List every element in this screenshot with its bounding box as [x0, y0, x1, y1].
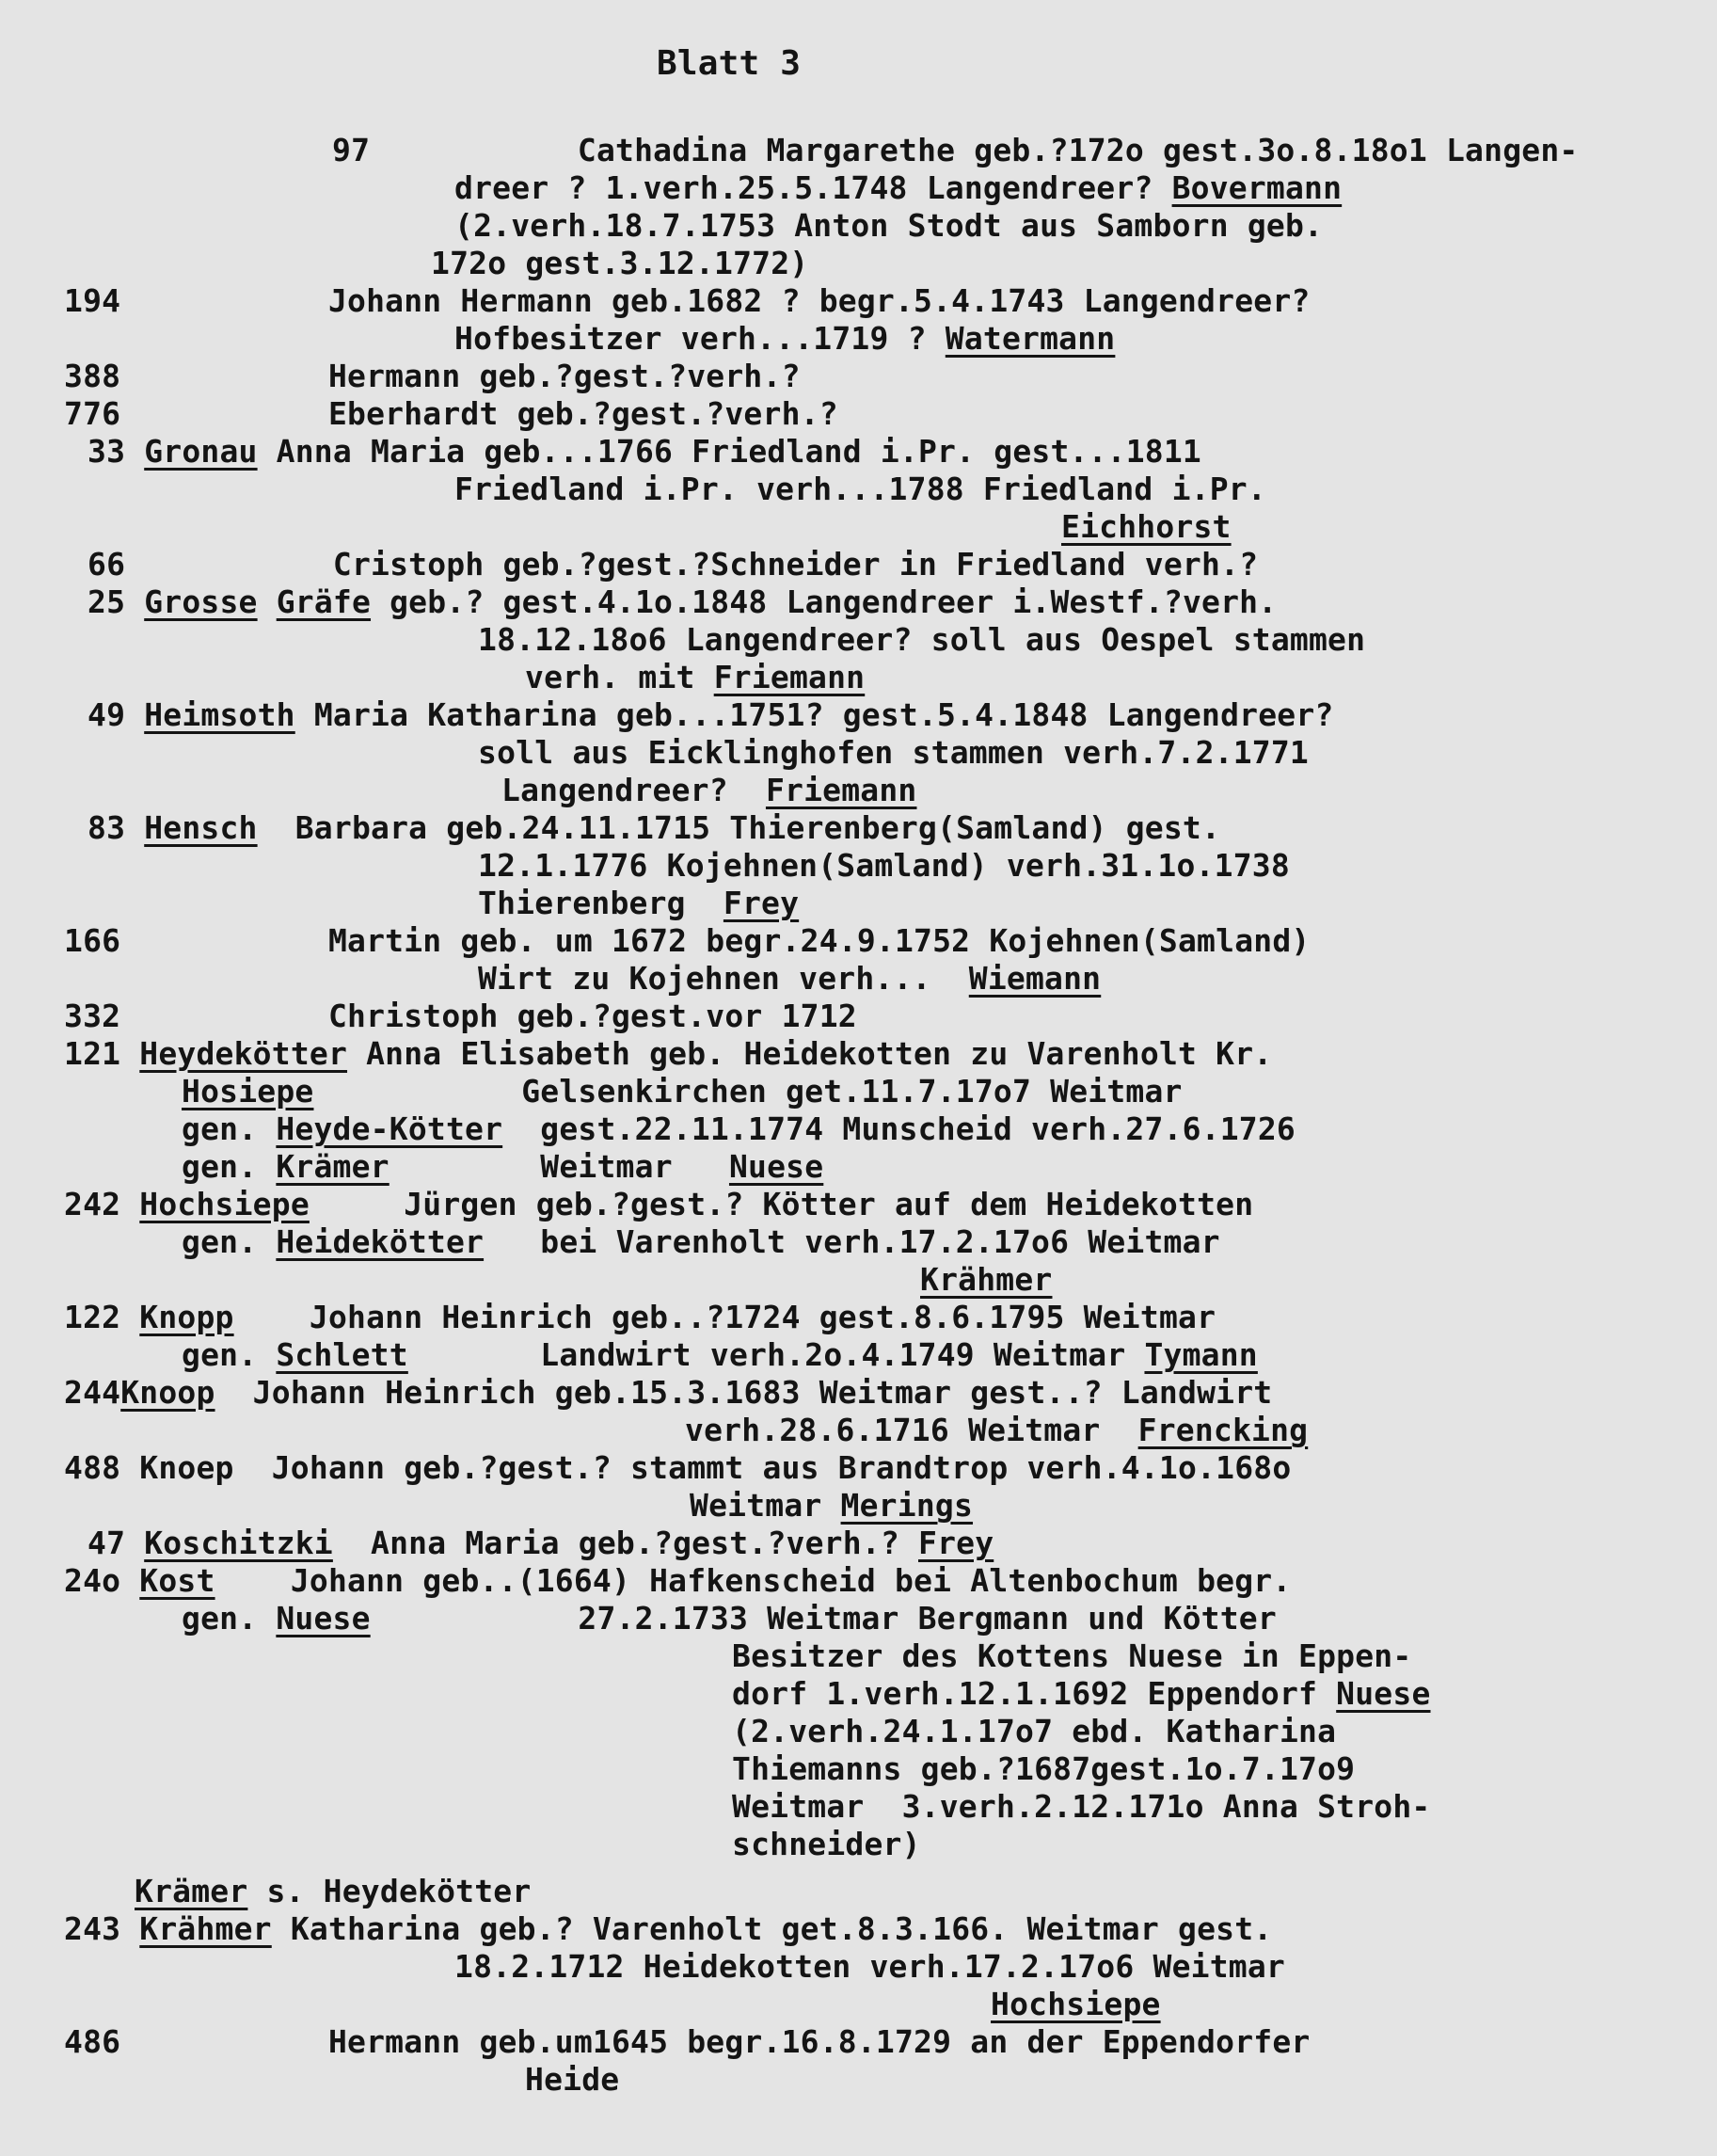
text-segment: verh.28.6.1716 Weitmar — [685, 1412, 1138, 1448]
underlined-surname: Kost — [139, 1562, 215, 1599]
text-segment: 12.1.1776 Kojehnen(Samland) verh.31.1o.1738 — [478, 847, 1290, 884]
text-segment: gen. — [182, 1600, 277, 1637]
text-line — [64, 1374, 1272, 1412]
text-line — [454, 1948, 1285, 1986]
text-segment: gen. — [182, 1148, 277, 1185]
underlined-surname: Frey — [723, 885, 800, 921]
text-segment — [258, 583, 277, 620]
text-line — [87, 546, 1258, 583]
text-line — [501, 772, 917, 809]
text-segment: schneider) — [732, 1826, 921, 1862]
text-line — [1061, 508, 1232, 546]
text-line — [64, 358, 801, 395]
text-segment: 83 — [87, 809, 145, 846]
text-line — [64, 1035, 1272, 1073]
underlined-surname: Grosse — [144, 583, 258, 620]
text-segment: 97 Cathadina Margarethe geb.?172o gest.3o.8.18o1 Langen- — [332, 132, 1579, 168]
text-segment: Friedland i.Pr. verh...1788 Friedland i.Pr. — [454, 471, 1266, 507]
text-segment: Maria Katharina geb...1751? gest.5.4.1848 Langendreer? — [294, 696, 1334, 733]
text-segment: Heide — [525, 2061, 620, 2098]
text-line — [182, 1073, 1183, 1110]
page-title: Blatt 3 — [657, 44, 802, 83]
underlined-surname: Friemann — [713, 659, 866, 695]
text-line — [64, 1562, 1291, 1600]
underlined-surname: Krähmer — [920, 1261, 1053, 1298]
underlined-surname: Hochsiepe — [991, 1986, 1161, 2022]
text-segment: dorf 1.verh.12.1.1692 Eppendorf — [732, 1675, 1337, 1712]
text-line — [690, 1487, 973, 1525]
text-line — [182, 1600, 1277, 1637]
text-line — [454, 207, 1323, 245]
underlined-surname: Wiemann — [968, 960, 1102, 997]
text-segment: 194 Johann Hermann geb.1682 ? begr.5.4.1743 Langendreer? — [64, 282, 1311, 319]
underlined-surname: Knoop — [120, 1374, 215, 1411]
text-segment: 166 Martin geb. um 1672 begr.24.9.1752 Kojehnen(Samland) — [64, 922, 1311, 959]
underlined-surname: Frencking — [1137, 1412, 1309, 1448]
text-line — [87, 1525, 994, 1562]
underlined-surname: Hochsiepe — [139, 1186, 310, 1222]
text-segment: 47 — [87, 1525, 145, 1561]
text-line — [64, 1449, 1291, 1487]
underlined-surname: Nuese — [728, 1148, 824, 1185]
text-segment: Thierenberg — [478, 885, 723, 921]
text-line — [454, 169, 1342, 207]
underlined-surname: Koschitzki — [144, 1525, 333, 1561]
text-line — [182, 1223, 1220, 1261]
underlined-surname: Heydekötter — [139, 1035, 348, 1072]
underlined-surname: Krämer — [135, 1873, 248, 1909]
text-line — [431, 245, 808, 282]
underlined-surname: Nuese — [276, 1600, 371, 1637]
text-segment: geb.? gest.4.1o.1848 Langendreer i.Westf.?verh. — [371, 583, 1278, 620]
text-line — [478, 734, 1309, 772]
underlined-surname: Frey — [918, 1525, 994, 1561]
text-segment: Weitmar — [690, 1487, 841, 1524]
text-line — [454, 471, 1266, 508]
text-line — [478, 847, 1290, 885]
text-segment: Weitmar — [389, 1148, 729, 1185]
text-line — [64, 2023, 1310, 2061]
text-segment: Gelsenkirchen get.11.7.17o7 Weitmar — [313, 1073, 1183, 1110]
text-segment: 242 — [64, 1186, 140, 1222]
text-segment: Anna Maria geb.?gest.?verh.? — [332, 1525, 918, 1561]
underlined-surname: Gronau — [144, 433, 258, 470]
text-line — [454, 320, 1115, 358]
text-line — [182, 1336, 1258, 1374]
text-segment: bei Varenholt verh.17.2.17o6 Weitmar — [484, 1223, 1220, 1260]
text-segment: Anna Elisabeth geb. Heidekotten zu Varenholt Kr. — [347, 1035, 1273, 1072]
text-segment: 332 Christoph geb.?gest.vor 1712 — [64, 998, 857, 1034]
text-segment: 776 Eberhardt geb.?gest.?verh.? — [64, 395, 838, 432]
underlined-surname: Knopp — [139, 1299, 234, 1335]
text-segment: 66 Cristoph geb.?gest.?Schneider in Friedland verh.? — [87, 546, 1259, 583]
text-segment: Anna Maria geb...1766 Friedland i.Pr. gest...1811 — [257, 433, 1201, 470]
text-line — [732, 1788, 1431, 1826]
text-segment: 486 Hermann geb.um1645 begr.16.8.1729 an der Eppendorfer — [64, 2023, 1311, 2060]
text-line — [87, 583, 1277, 621]
underlined-surname: Eichhorst — [1061, 508, 1232, 545]
text-line — [182, 1148, 823, 1186]
text-segment: Thiemanns geb.?1687gest.1o.7.17o9 — [732, 1750, 1356, 1787]
text-segment: 488 Knoep Johann geb.?gest.? stammt aus Brandtrop verh.4.1o.168o — [64, 1449, 1292, 1486]
text-line — [64, 1186, 1253, 1223]
text-segment: 18.2.1712 Heidekotten verh.17.2.17o6 Weitmar — [454, 1948, 1285, 1985]
text-segment: dreer ? 1.verh.25.5.1748 Langendreer? — [454, 169, 1172, 206]
text-line — [732, 1826, 921, 1863]
text-segment: 49 — [87, 696, 145, 733]
text-line — [64, 922, 1310, 960]
text-segment: gest.22.11.1774 Munscheid verh.27.6.1726 — [502, 1110, 1296, 1147]
text-segment: Hofbesitzer verh...1719 ? — [454, 320, 946, 357]
underlined-surname: Heidekötter — [276, 1223, 485, 1260]
text-segment: (2.verh.18.7.1753 Anton Stodt aus Samborn geb. — [454, 207, 1324, 244]
text-line — [732, 1637, 1411, 1675]
text-segment: 243 — [64, 1910, 140, 1947]
text-line — [991, 1986, 1161, 2023]
text-segment: verh. mit — [525, 659, 714, 695]
underlined-surname: Nuese — [1336, 1675, 1431, 1712]
text-segment: Johann geb..(1664) Hafkenscheid bei Altenbochum begr. — [215, 1562, 1292, 1599]
text-segment: Langendreer? — [501, 772, 766, 808]
text-line — [332, 132, 1578, 169]
text-segment: 121 — [64, 1035, 140, 1072]
text-segment: Besitzer des Kottens Nuese in Eppen- — [732, 1637, 1412, 1674]
text-segment: Katharina geb.? Varenholt get.8.3.166. Weitmar gest. — [271, 1910, 1273, 1947]
text-line — [87, 809, 1220, 847]
text-segment: 122 — [64, 1299, 140, 1335]
text-line — [64, 1910, 1272, 1948]
underlined-surname: Schlett — [276, 1336, 408, 1373]
text-line — [920, 1261, 1052, 1299]
underlined-surname: Watermann — [945, 320, 1116, 357]
text-segment: Weitmar 3.verh.2.12.171o Anna Stroh- — [732, 1788, 1431, 1825]
text-segment: 18.12.18o6 Langendreer? soll aus Oespel stammen — [478, 621, 1366, 658]
text-segment: (2.verh.24.1.17o7 ebd. Katharina — [732, 1713, 1337, 1749]
text-segment: 25 — [87, 583, 145, 620]
text-line — [732, 1750, 1355, 1788]
text-segment: 27.2.1733 Weitmar Bergmann und Kötter — [370, 1600, 1277, 1637]
text-line — [732, 1675, 1431, 1713]
text-line — [525, 2061, 619, 2099]
text-segment: 172o gest.3.12.1772) — [431, 245, 809, 281]
text-segment: Johann Heinrich geb.15.3.1683 Weitmar gest..? Landwirt — [215, 1374, 1273, 1411]
text-segment: 388 Hermann geb.?gest.?verh.? — [64, 358, 801, 394]
underlined-surname: Gräfe — [276, 583, 372, 620]
text-line — [87, 696, 1333, 734]
text-line — [64, 282, 1310, 320]
underlined-surname: Hensch — [144, 809, 258, 846]
text-line — [64, 998, 857, 1035]
text-line — [478, 885, 799, 922]
underlined-surname: Tymann — [1144, 1336, 1258, 1373]
text-line — [182, 1110, 1296, 1148]
underlined-surname: Krämer — [276, 1148, 390, 1185]
text-segment: Johann Heinrich geb..?1724 gest.8.6.1795 Weitmar — [233, 1299, 1216, 1335]
text-segment: 24o — [64, 1562, 140, 1599]
text-segment: Jürgen geb.?gest.? Kötter auf dem Heidekotten — [309, 1186, 1254, 1222]
underlined-surname: Merings — [840, 1487, 974, 1524]
text-line — [64, 395, 838, 433]
underlined-surname: Hosiepe — [182, 1073, 314, 1110]
text-segment: 33 — [87, 433, 145, 470]
text-segment: Wirt zu Kojehnen verh... — [478, 960, 969, 997]
text-segment: Barbara geb.24.11.1715 Thierenberg(Samland) gest. — [257, 809, 1221, 846]
underlined-surname: Friemann — [765, 772, 917, 808]
text-line — [685, 1412, 1308, 1449]
underlined-surname: Heimsoth — [144, 696, 295, 733]
text-line — [732, 1713, 1336, 1750]
text-segment: gen. — [182, 1110, 277, 1147]
text-line — [135, 1873, 531, 1910]
text-line — [478, 621, 1365, 659]
text-segment: gen. — [182, 1336, 277, 1373]
text-line — [87, 433, 1201, 471]
text-segment: s. Heydekötter — [247, 1873, 532, 1909]
text-line — [64, 1299, 1216, 1336]
text-segment: 244 — [64, 1374, 121, 1411]
underlined-surname: Bovermann — [1171, 169, 1343, 206]
underlined-surname: Krähmer — [139, 1910, 272, 1947]
underlined-surname: Heyde-Kötter — [276, 1110, 503, 1147]
text-segment: soll aus Eicklinghofen stammen verh.7.2.1771 — [478, 734, 1309, 771]
text-segment: Landwirt verh.2o.4.1749 Weitmar — [407, 1336, 1145, 1373]
text-segment: gen. — [182, 1223, 277, 1260]
text-line — [478, 960, 1101, 998]
text-line — [525, 659, 865, 696]
